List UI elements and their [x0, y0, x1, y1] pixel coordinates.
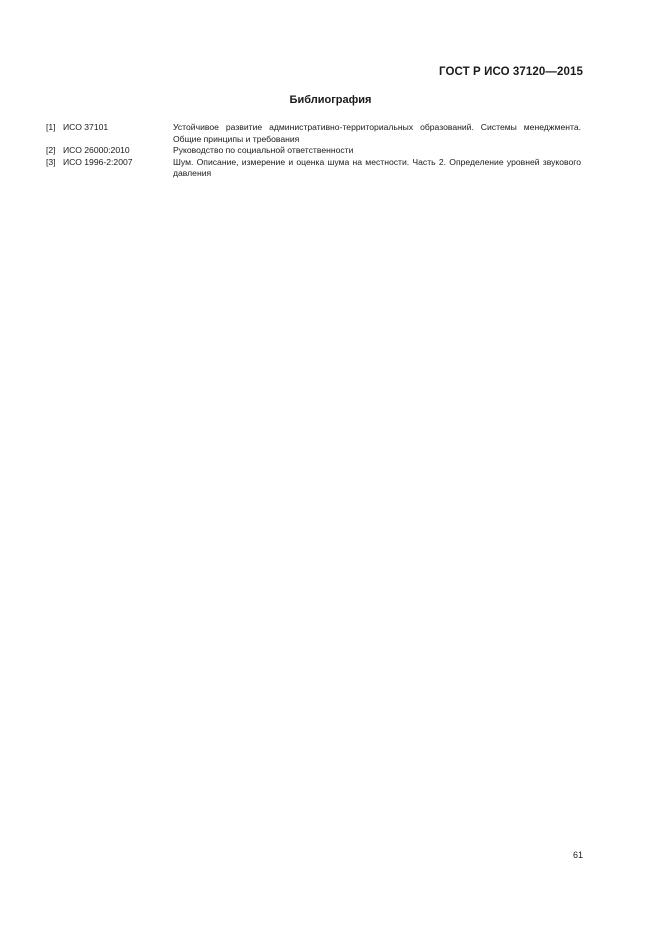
document-standard-code: ГОСТ Р ИСО 37120—2015	[438, 66, 583, 78]
bibliography-entry	[46, 157, 581, 180]
page-number: 61	[572, 850, 583, 860]
entry-number: [1]	[46, 122, 56, 132]
entry-number: [3]	[46, 156, 56, 167]
entry-standard-code: ИСО 1996-2:2007	[63, 156, 133, 167]
entry-number: [2]	[46, 145, 56, 155]
entry-standard-code: ИСО 37101	[63, 122, 109, 132]
bibliography-list	[46, 122, 581, 180]
entry-description: Руководство по социальной ответственности	[173, 145, 354, 155]
bibliography-entry	[46, 122, 581, 145]
bibliography-entry	[46, 145, 581, 157]
entry-description: Устойчивое развитие административно-территориальных образований. Системы менеджмента. Общие принципы и требования	[173, 122, 581, 144]
entry-description: Шум. Описание, измерение и оценка шума на местности. Часть 2. Определение уровней звукового давления	[173, 156, 581, 178]
entry-standard-code: ИСО 26000:2010	[63, 145, 130, 155]
bibliography-heading: Библиография	[289, 94, 372, 106]
